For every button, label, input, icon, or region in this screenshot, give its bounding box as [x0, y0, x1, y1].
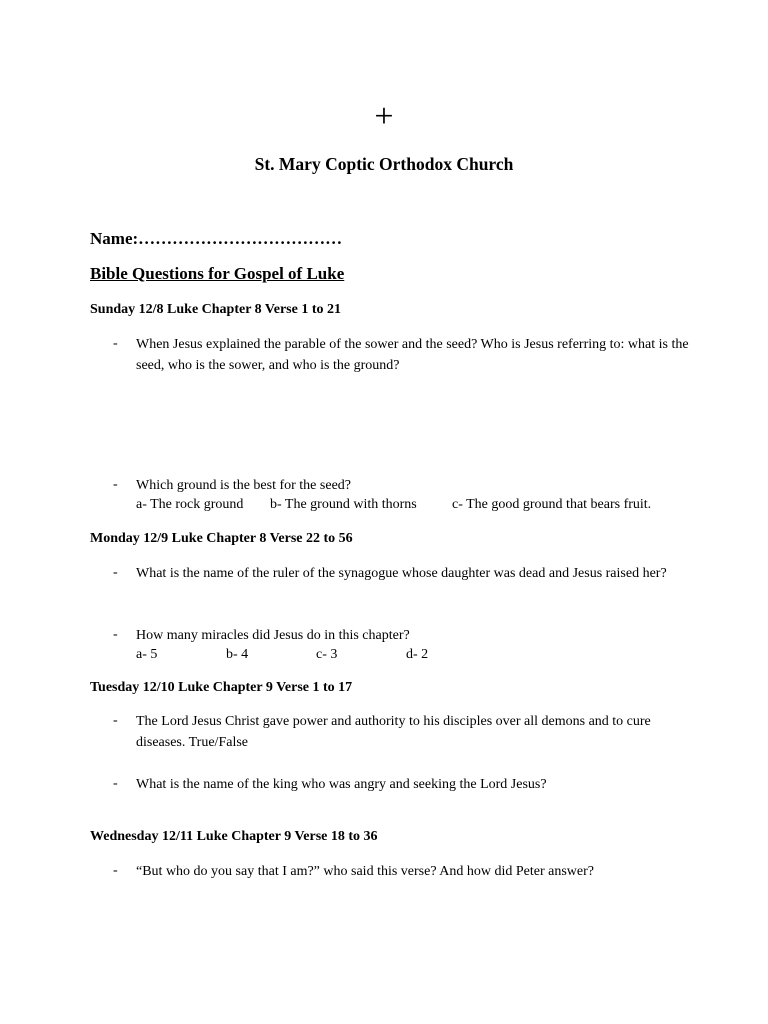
answer-option: a- The rock ground [136, 497, 244, 512]
question-text: “But who do you say that I am?” who said this verse? And how did Peter answer? [136, 864, 595, 879]
question-text: The Lord Jesus Christ gave power and authority to his disciples over all demons and to cure diseases. True/False [136, 714, 651, 750]
answer-option: d- 2 [406, 647, 429, 662]
name-field-label: Name:……………………………… [90, 229, 343, 248]
list-bullet: - [113, 477, 118, 492]
answer-option: c- The good ground that bears fruit. [452, 497, 652, 512]
question-text: What is the name of the ruler of the synagogue whose daughter was dead and Jesus raised her? [136, 566, 667, 581]
list-bullet: - [113, 336, 118, 351]
question-text: Which ground is the best for the seed? [136, 478, 351, 493]
day-heading-wednesday: Wednesday 12/11 Luke Chapter 9 Verse 18 to 36 [90, 829, 378, 844]
church-name: St. Mary Coptic Orthodox Church [254, 154, 514, 174]
list-bullet: - [113, 863, 118, 878]
day-heading-sunday: Sunday 12/8 Luke Chapter 8 Verse 1 to 21 [90, 302, 342, 317]
question-text: How many miracles did Jesus do in this chapter? [136, 628, 410, 643]
page-title: Bible Questions for Gospel of Luke [90, 264, 345, 283]
answer-option: a- 5 [136, 647, 158, 662]
cross-symbol: + [374, 98, 394, 135]
day-heading-tuesday: Tuesday 12/10 Luke Chapter 9 Verse 1 to 17 [90, 680, 353, 695]
list-bullet: - [113, 776, 118, 791]
answer-option: c- 3 [316, 647, 338, 662]
answer-option: b- 4 [226, 647, 249, 662]
day-heading-monday: Monday 12/9 Luke Chapter 8 Verse 22 to 56 [90, 531, 353, 546]
list-bullet: - [113, 713, 118, 728]
list-bullet: - [113, 627, 118, 642]
list-bullet: - [113, 565, 118, 580]
question-text: When Jesus explained the parable of the sower and the seed? Who is Jesus referring to: what is the seed, who is the sower, and who is the ground? [136, 337, 689, 373]
question-text: What is the name of the king who was angry and seeking the Lord Jesus? [136, 777, 547, 792]
answer-option: b- The ground with thorns [270, 497, 417, 512]
